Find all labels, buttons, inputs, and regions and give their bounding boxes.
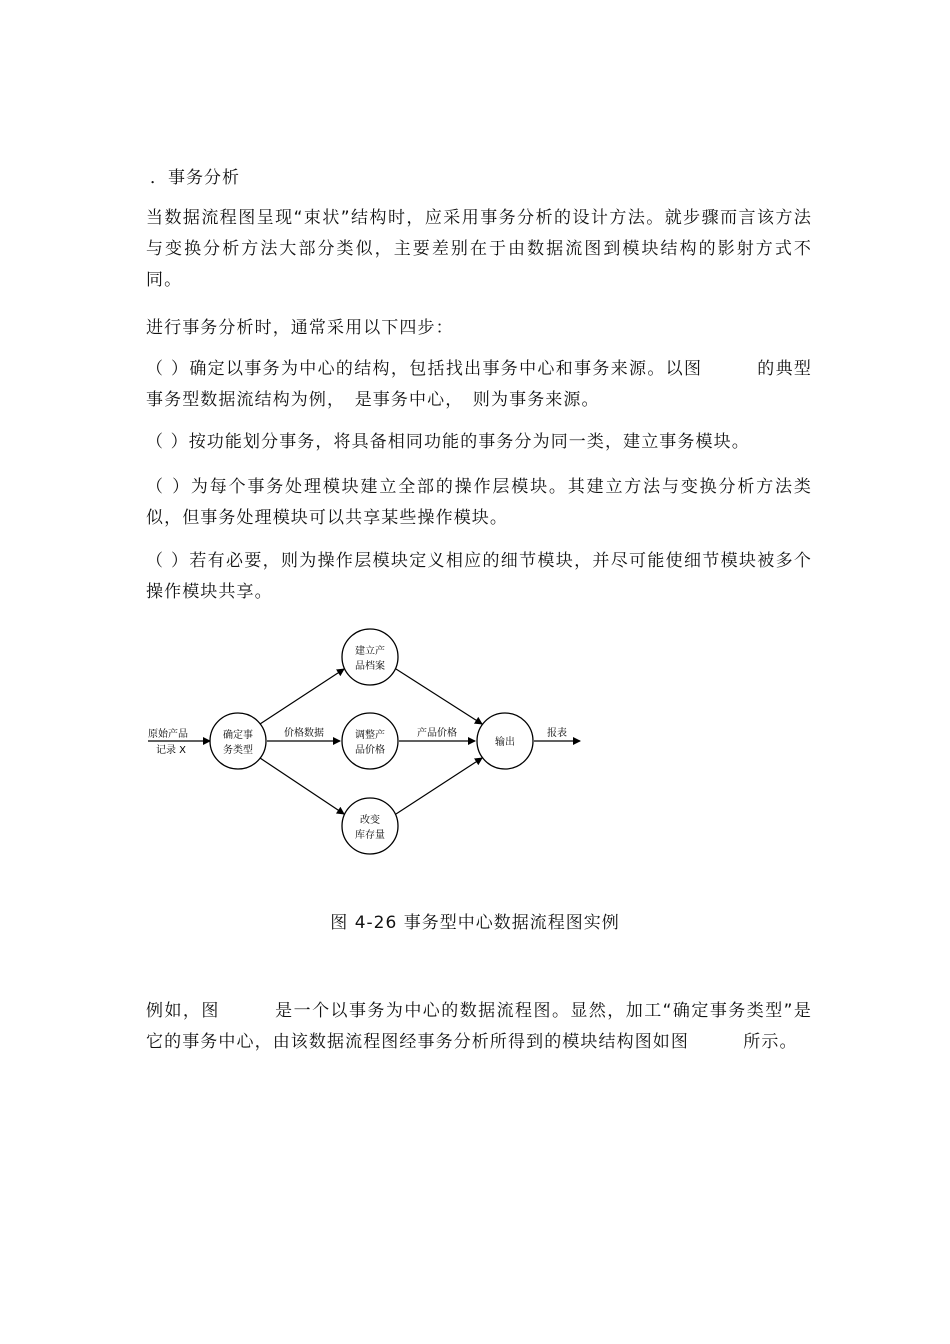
section-heading: ．事务分析	[150, 168, 240, 188]
adjust-price-node-line2: 品价格	[355, 745, 385, 756]
edge-top-to-output	[396, 669, 482, 724]
steps-intro-paragraph: 进行事务分析时，通常采用以下四步：	[146, 318, 454, 338]
edge-label-price-data: 价格数据	[284, 728, 324, 739]
build-archive-node-line1: 建立产	[355, 646, 385, 657]
edge-dispatch-to-top	[260, 669, 344, 724]
change-stock-node	[342, 798, 398, 854]
intro-paragraph: 当数据流程图呈现“束状”结构时，应采用事务分析的设计方法。就步骤而言该方法与变换分析方法大部分类似，主要差别在于由数据流图到模块结构的影射方式不同。	[146, 208, 812, 290]
edge-label-report: 报表	[547, 728, 567, 739]
figure-caption	[0, 908, 950, 933]
build-archive-node-line2: 品档案	[355, 661, 385, 672]
change-stock-node-line2: 库存量	[355, 830, 385, 841]
dispatch-node	[210, 713, 266, 769]
step-4-paragraph: （ ）若有必要，则为操作层模块定义相应的细节模块，并尽可能使细节模块被多个操作模块共享。	[146, 551, 812, 602]
dispatch-node-line1: 确定事	[223, 730, 253, 741]
edge-dispatch-to-bottom	[260, 758, 344, 814]
input-label-line2: 记录 X	[156, 745, 187, 756]
change-stock-node-line1: 改变	[360, 815, 380, 826]
edge-bottom-to-output	[396, 758, 482, 814]
adjust-price-node-line1: 调整产	[355, 730, 385, 741]
input-label-line1: 原始产品	[148, 729, 188, 740]
caption-text: 事务型中心数据流程图实例	[403, 913, 620, 933]
transaction-dataflow-diagram	[140, 620, 600, 870]
dispatch-node-line2: 务类型	[223, 745, 253, 756]
edge-label-product-price: 产品价格	[417, 728, 457, 739]
closing-paragraph: 例如，图 是一个以事务为中心的数据流程图。显然，加工“确定事务类型”是它的事务中心，由该数据流程图经事务分析所得到的模块结构图如图 所示。	[146, 1001, 812, 1052]
adjust-price-node	[342, 713, 398, 769]
caption-prefix: 图	[330, 913, 349, 933]
caption-number: 4-26	[354, 913, 398, 933]
step-1-paragraph: （ ）确定以事务为中心的结构，包括找出事务中心和事务来源。以图 的典型事务型数据流结构为例， 是事务中心， 则为事务来源。	[146, 359, 812, 410]
step-3-paragraph: （ ）为每个事务处理模块建立全部的操作层模块。其建立方法与变换分析方法类似，但事务处理模块可以共享某些操作模块。	[146, 477, 812, 528]
build-archive-node	[342, 629, 398, 685]
output-node-label: 输出	[495, 737, 515, 748]
step-2-paragraph: （ ）按功能划分事务，将具备相同功能的事务分为同一类，建立事务模块。	[146, 432, 750, 452]
